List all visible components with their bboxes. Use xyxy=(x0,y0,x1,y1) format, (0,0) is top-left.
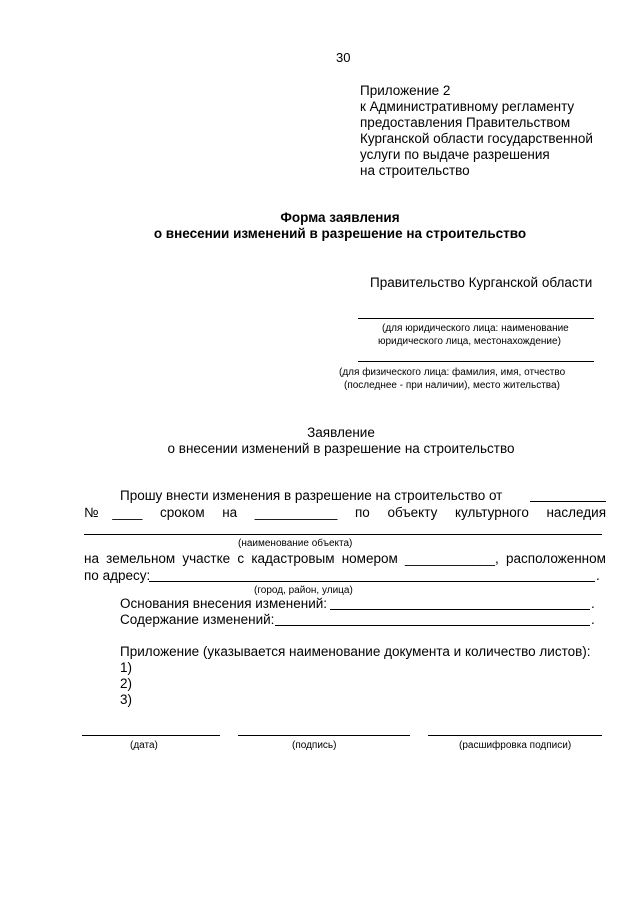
word: участке xyxy=(182,551,231,566)
page-number: 30 xyxy=(336,50,351,65)
address-hint: (город, район, улица) xyxy=(254,585,353,596)
signature-decode-line xyxy=(428,735,602,736)
word: на xyxy=(84,551,99,566)
word: объекту xyxy=(387,505,438,520)
object-name-hint: (наименование объекта) xyxy=(238,538,353,549)
legal-entity-line xyxy=(358,318,594,319)
appendix-line: Приложение 2 xyxy=(360,83,451,98)
attachment-item: 2) xyxy=(120,676,133,691)
content-label: Содержание изменений: xyxy=(120,612,275,627)
word: культурного xyxy=(454,505,529,520)
attachment-label: Приложение (указывается наименование документа и количество листов): xyxy=(120,644,591,659)
grounds-label: Основания внесения изменений: xyxy=(120,596,328,611)
word: кадастровым xyxy=(251,551,335,566)
individual-hint: (последнее - при наличии), место жительства) xyxy=(344,380,560,391)
form-title-line: о внесении изменений в разрешение на строительство xyxy=(153,226,527,241)
statement-title-line: о внесении изменений в разрешение на строительство xyxy=(167,441,515,456)
form-title-line: Форма заявления xyxy=(280,210,400,225)
word: наследия xyxy=(546,505,606,520)
date-line xyxy=(82,735,220,736)
appendix-line: к Административному регламенту xyxy=(360,99,575,114)
appendix-line: Курганской области государственной xyxy=(360,131,593,146)
plot-line xyxy=(84,551,606,567)
date-hint: (дата) xyxy=(130,740,158,751)
object-name-line xyxy=(84,534,602,535)
number-field: №____ xyxy=(84,505,143,520)
appendix-line: на строительство xyxy=(360,163,470,178)
appendix-line: услуги по выдаче разрешения xyxy=(360,147,550,162)
legal-entity-hint: юридического лица, местонахождение) xyxy=(378,336,561,347)
address-label: по адресу: xyxy=(84,568,151,583)
cadastral-number-field: ____________, xyxy=(404,551,499,566)
address-line xyxy=(149,581,595,582)
content-line xyxy=(275,625,590,626)
attachment-item: 1) xyxy=(120,660,133,675)
request-line-2 xyxy=(84,505,606,521)
signature-hint: (подпись) xyxy=(292,740,337,751)
word: сроком xyxy=(159,505,205,520)
content-period: . xyxy=(591,612,595,627)
signature-decode-hint: (расшифровка подписи) xyxy=(459,740,572,751)
word: земельном xyxy=(106,551,176,566)
individual-line xyxy=(358,361,594,362)
grounds-line xyxy=(330,609,590,610)
attachment-item: 3) xyxy=(120,692,133,707)
word: расположенном xyxy=(506,551,606,566)
address-period: . xyxy=(596,568,600,583)
term-field: ___________ xyxy=(254,505,338,520)
word: с xyxy=(237,551,245,566)
individual-hint: (для физического лица: фамилия, имя, отчество xyxy=(339,367,566,378)
date-from-blank xyxy=(530,501,606,502)
word: по xyxy=(355,505,370,520)
statement-title-line: Заявление xyxy=(307,425,375,440)
word: номером xyxy=(341,551,398,566)
addressee: Правительство Курганской области xyxy=(370,275,593,290)
appendix-line: предоставления Правительством xyxy=(360,115,571,130)
grounds-period: . xyxy=(591,596,595,611)
word: на xyxy=(222,505,238,520)
request-line: Прошу внести изменения в разрешение на строительство от xyxy=(120,488,503,503)
signature-line xyxy=(238,735,410,736)
legal-entity-hint: (для юридического лица: наименование xyxy=(382,323,569,334)
